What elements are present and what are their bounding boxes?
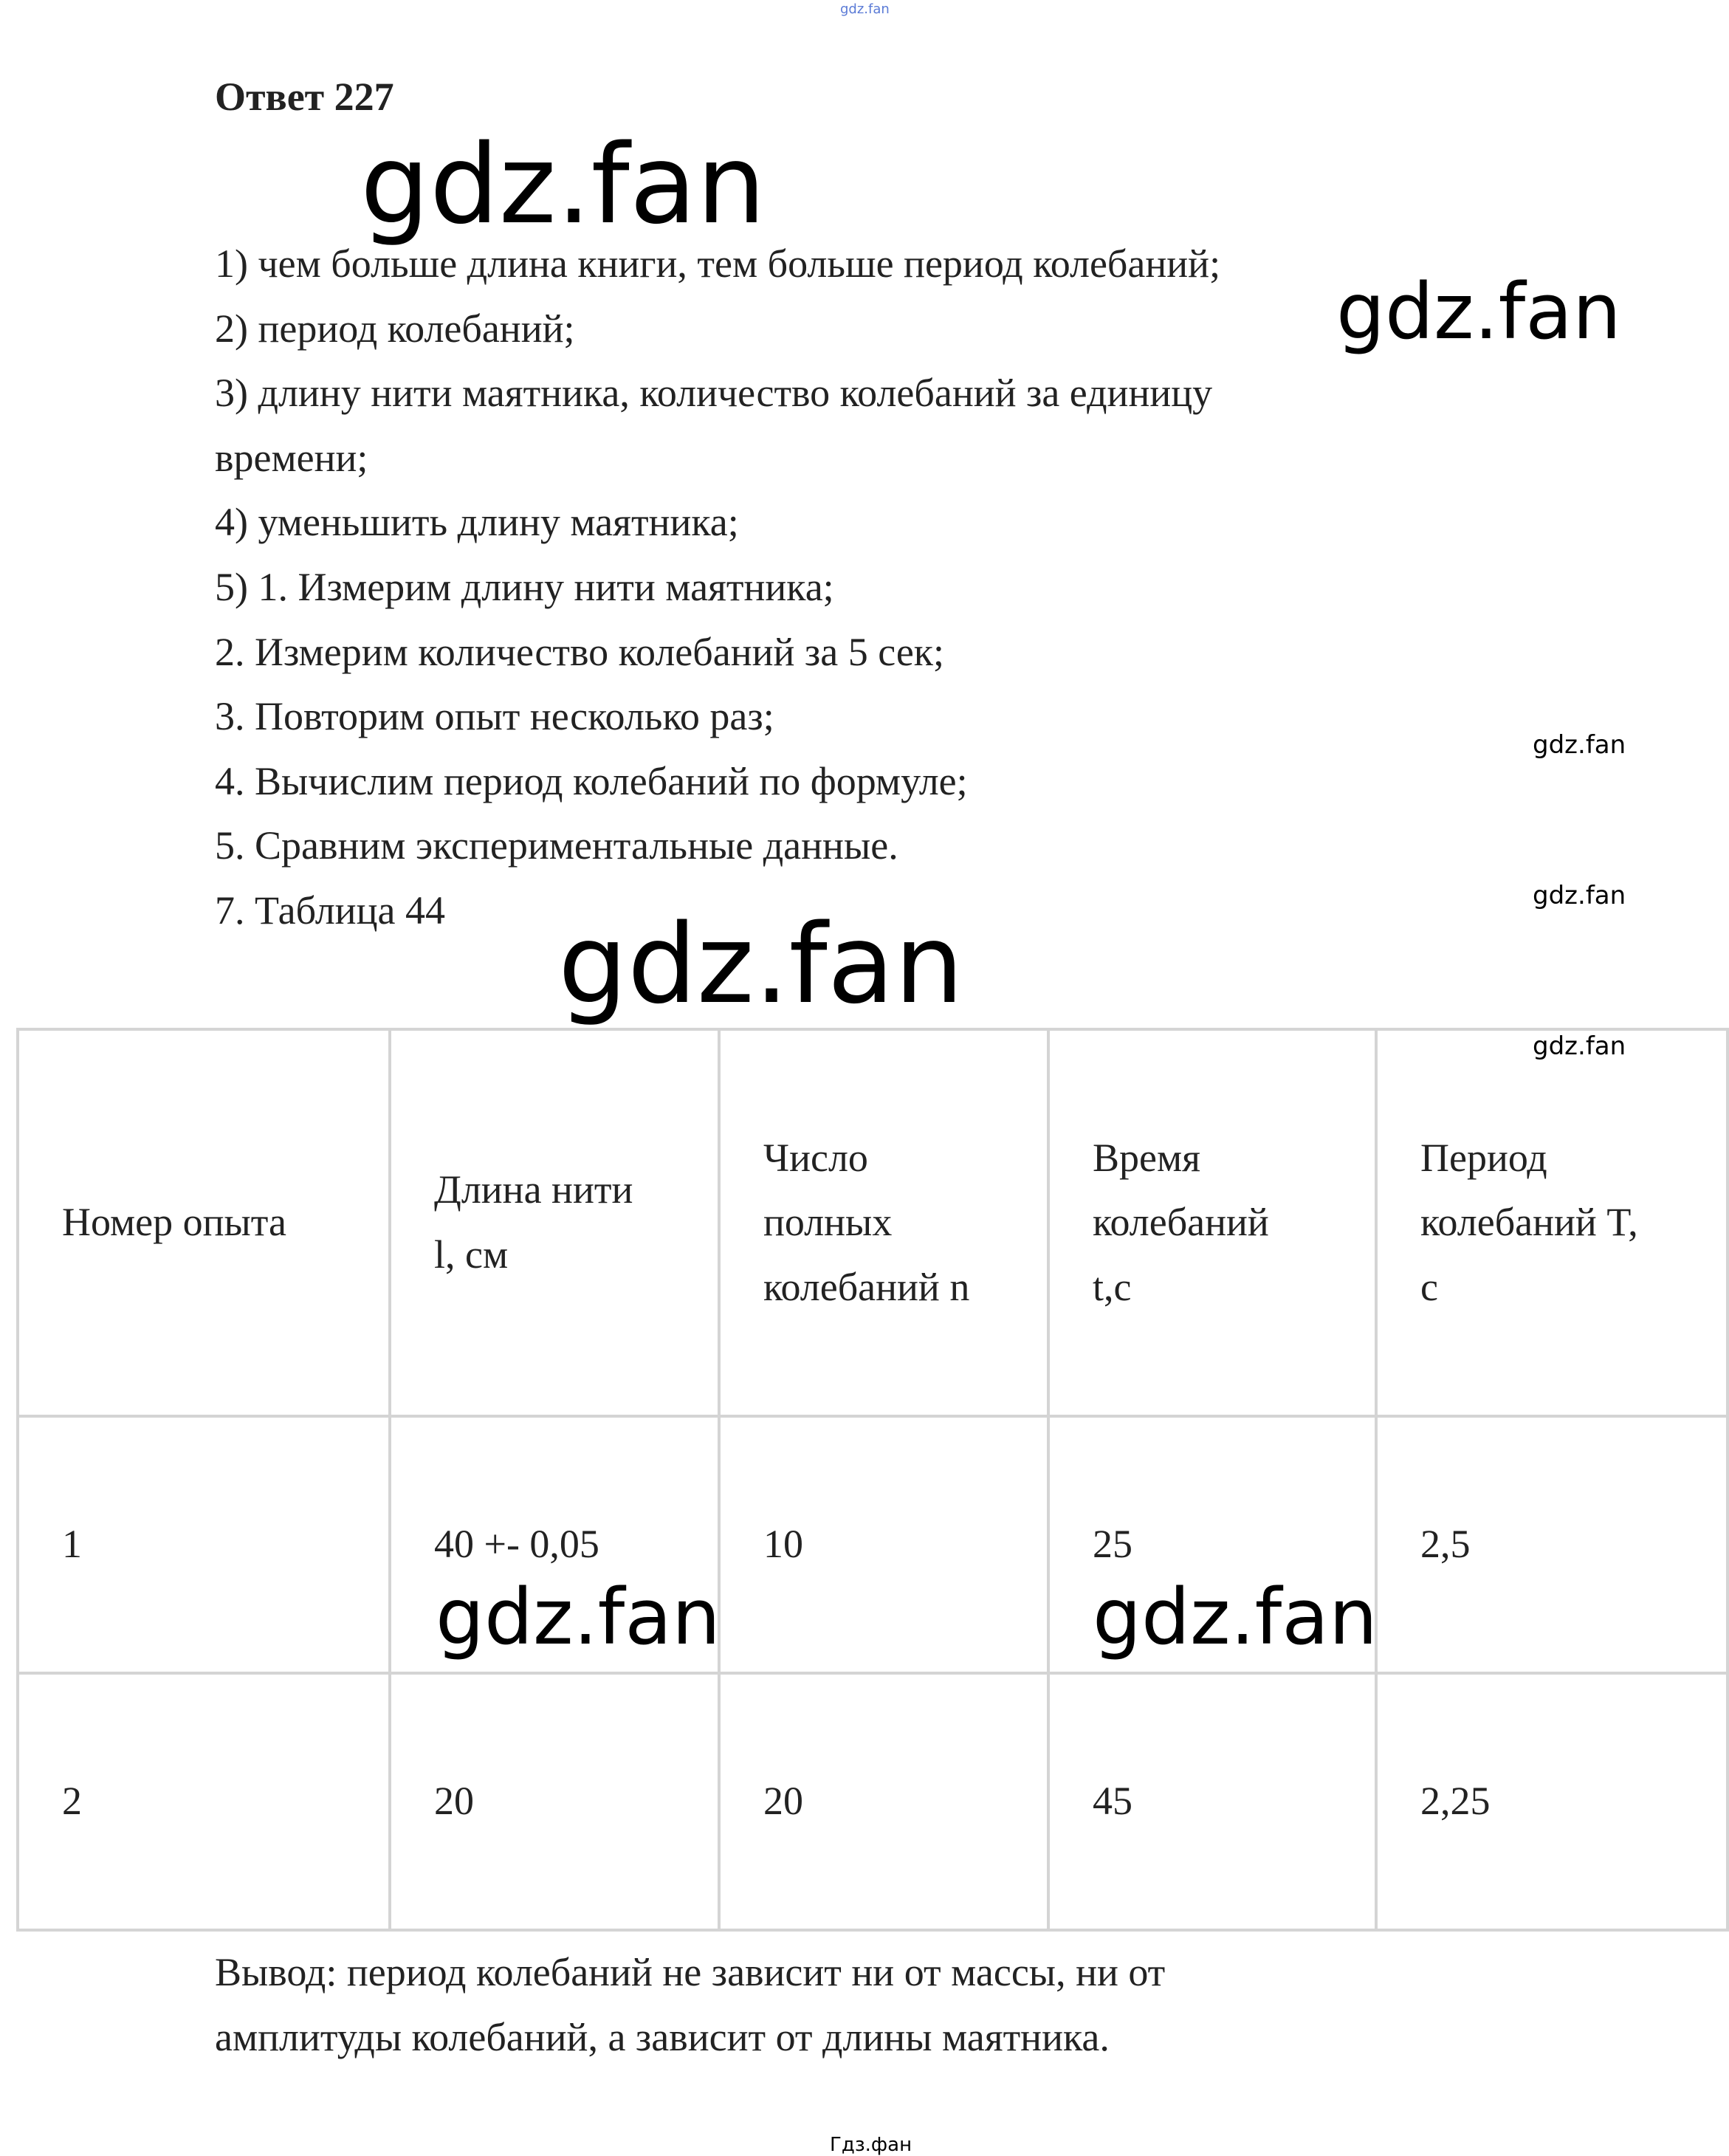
results-table xyxy=(16,1028,1729,1932)
table-cell: 2,25 xyxy=(1376,1673,1728,1930)
header-line: полных xyxy=(763,1200,893,1245)
table-cell: 20 xyxy=(719,1673,1048,1930)
answer-line: 3. Повторим опыт несколько раз; xyxy=(215,694,774,739)
answer-line: 7. Таблица 44 xyxy=(215,888,445,933)
table-cell: 25 xyxy=(1048,1416,1376,1673)
header-experiment-number xyxy=(18,1029,390,1416)
header-line: Время xyxy=(1093,1135,1200,1180)
conclusion-line: Вывод: период колебаний не зависит ни от массы, ни от xyxy=(215,1950,1166,1994)
watermark: gdz.fan xyxy=(1093,1572,1378,1662)
table-cell: 1 xyxy=(18,1416,390,1673)
answer-line: 5. Сравним экспериментальные данные. xyxy=(215,823,898,868)
table-cell: 2,5 xyxy=(1376,1416,1728,1673)
watermark-top: gdz.fan xyxy=(840,1,890,17)
answer-line: 5) 1. Измерим длину нити маятника; xyxy=(215,564,834,609)
answer-line: 4) уменьшить длину маятника; xyxy=(215,500,739,545)
table-cell: 10 xyxy=(719,1416,1048,1673)
answer-line: 4. Вычислим период колебаний по формуле; xyxy=(215,758,968,803)
header-line: Число xyxy=(763,1135,868,1180)
header-line: c xyxy=(1420,1264,1438,1309)
watermark: gdz.fan xyxy=(1336,267,1621,357)
answer-line: 1) чем больше длина книги, тем больше период колебаний; xyxy=(215,241,1221,286)
table-cell: 20 xyxy=(390,1673,719,1930)
watermark: gdz.fan xyxy=(558,901,964,1028)
watermark-bottom: Гдз.фан xyxy=(830,2134,912,2156)
answer-line: 2. Измерим количество колебаний за 5 сек; xyxy=(215,629,945,674)
watermark: gdz.fan xyxy=(436,1572,721,1662)
header-line: колебаний T, xyxy=(1420,1200,1638,1245)
table-header-row xyxy=(18,1029,1728,1416)
header-line: Длина нити xyxy=(434,1167,633,1212)
watermark: gdz.fan xyxy=(1533,730,1626,760)
header-oscillation-period xyxy=(1376,1029,1728,1416)
answer-line: 3) длину нити маятника, количество колебаний за единицу xyxy=(215,371,1213,416)
table-cell: 45 xyxy=(1048,1673,1376,1930)
table-row xyxy=(18,1416,1728,1673)
header-line: Номер опыта xyxy=(62,1200,287,1245)
header-line: колебаний xyxy=(1093,1200,1269,1245)
table-cell: 40 +- 0,05 xyxy=(390,1416,719,1673)
answer-title: Ответ 227 xyxy=(215,75,394,119)
conclusion-line: амплитуды колебаний, а зависит от длины маятника. xyxy=(215,2014,1110,2059)
table-row xyxy=(18,1673,1728,1930)
header-line: Период xyxy=(1420,1135,1547,1180)
watermark: gdz.fan xyxy=(1533,881,1626,910)
table-cell: 2 xyxy=(18,1673,390,1930)
answer-lines xyxy=(215,232,1220,944)
header-oscillation-count xyxy=(719,1029,1048,1416)
watermark: gdz.fan xyxy=(360,121,766,248)
header-line: l, см xyxy=(434,1232,509,1277)
header-oscillation-time xyxy=(1048,1029,1376,1416)
header-thread-length xyxy=(390,1029,719,1416)
answer-line: времени; xyxy=(215,435,368,480)
answer-line: 2) период колебаний; xyxy=(215,306,575,351)
header-line: t,c xyxy=(1093,1264,1132,1309)
header-line: колебаний n xyxy=(763,1264,970,1309)
watermark: gdz.fan xyxy=(1533,1031,1626,1061)
conclusion xyxy=(215,1940,1618,2070)
